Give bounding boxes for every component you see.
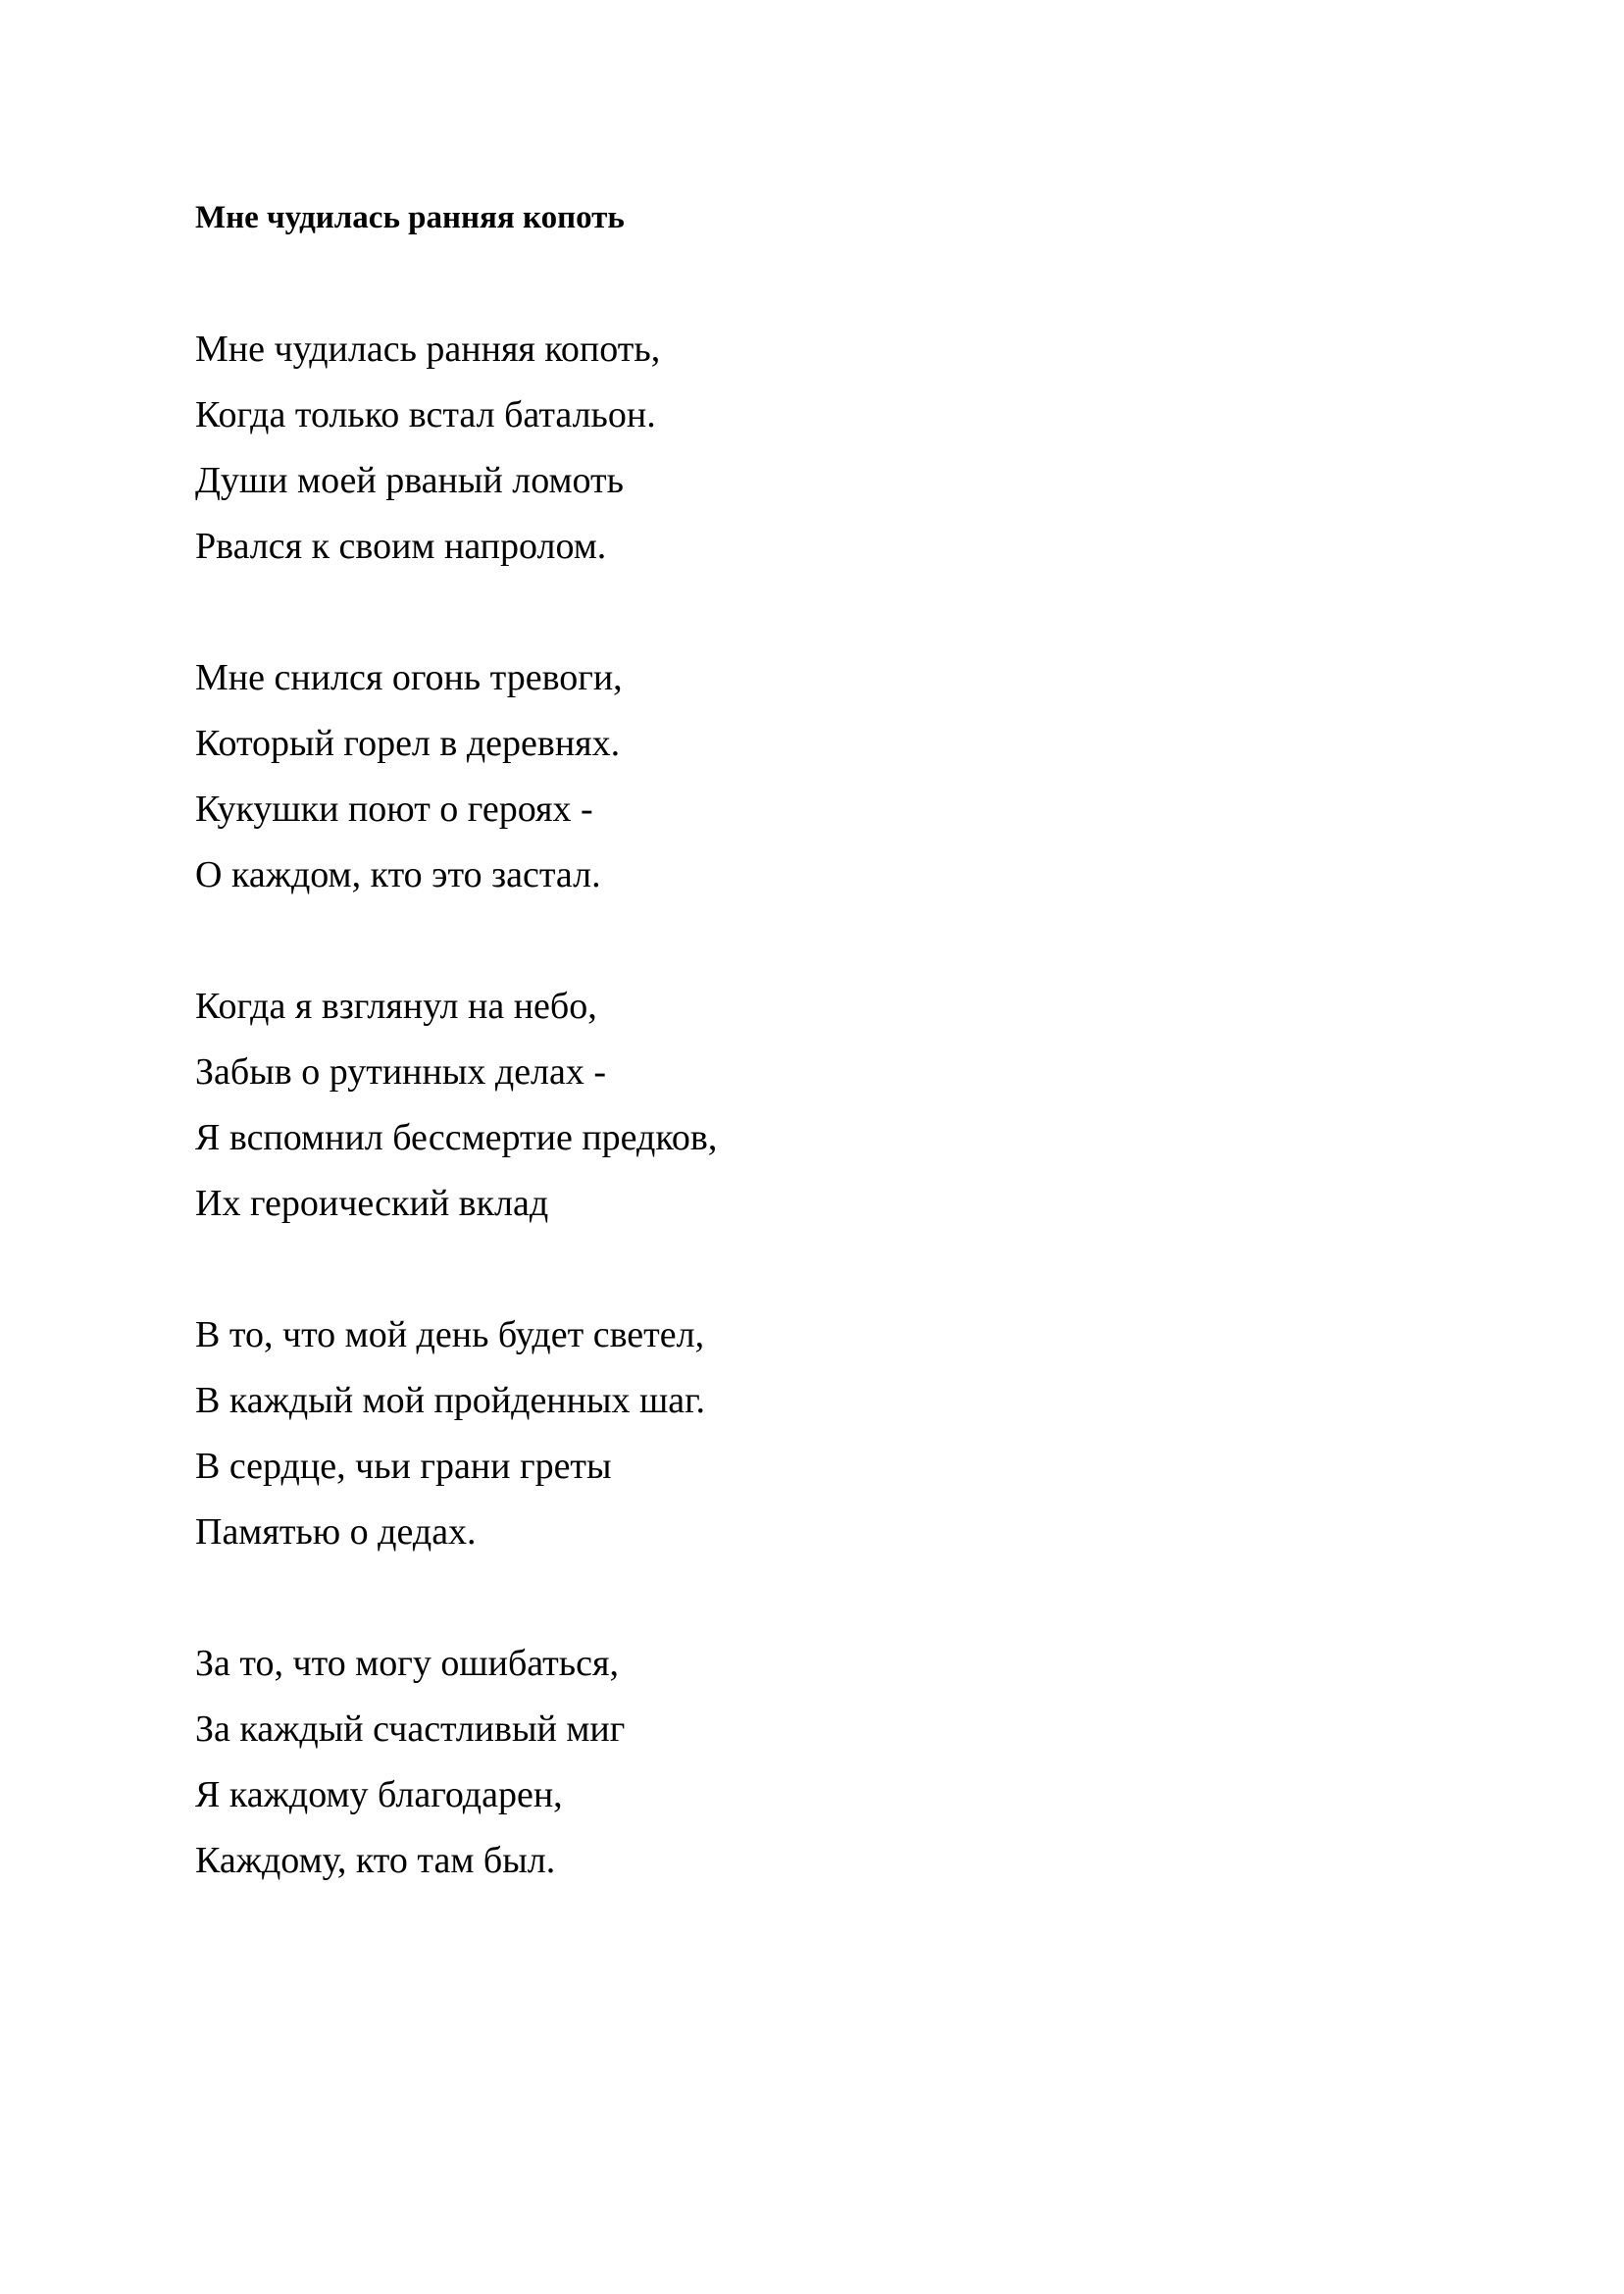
stanza-2 bbox=[195, 645, 1447, 908]
poem-line: Их героический вклад bbox=[195, 1183, 549, 1224]
stanza-5 bbox=[195, 1631, 1447, 1894]
poem-line: Забыв о рутинных делах - bbox=[195, 1051, 607, 1093]
poem-line: Мне чудилась ранняя копоть, bbox=[195, 329, 661, 370]
stanza-3 bbox=[195, 974, 1447, 1237]
poem-line: За каждый счастливый миг bbox=[195, 1708, 626, 1750]
poem-line: В каждый мой пройденных шаг. bbox=[195, 1380, 705, 1421]
poem-line: О каждом, кто это застал. bbox=[195, 854, 601, 895]
stanza-4 bbox=[195, 1302, 1447, 1565]
poem-line: Который горел в деревнях. bbox=[195, 723, 621, 764]
poem-line: Я каждому благодарен, bbox=[195, 1774, 563, 1815]
poem-line: Когда я взглянул на небо, bbox=[195, 986, 597, 1027]
poem-line: В сердце, чьи грани греты bbox=[195, 1446, 612, 1487]
poem-line: Когда только встал батальон. bbox=[195, 394, 656, 435]
poem-line: В то, что мой день будет светел, bbox=[195, 1314, 705, 1355]
poem-line: Каждому, кто там был. bbox=[195, 1840, 556, 1881]
poem-line: Рвался к своим напролом. bbox=[195, 526, 607, 567]
poem-line: Памятью о дедах. bbox=[195, 1511, 477, 1553]
poem-line: Души моей рваный ломоть bbox=[195, 460, 624, 501]
poem-line: Я вспомнил бессмертие предков, bbox=[195, 1117, 718, 1158]
poem-line: Кукушки поют о героях - bbox=[195, 789, 593, 830]
poem-line: За то, что могу ошибаться, bbox=[195, 1643, 619, 1684]
poem-title: Мне чудилась ранняя копоть bbox=[195, 200, 625, 235]
poem bbox=[195, 185, 1447, 1894]
stanza-1 bbox=[195, 317, 1447, 580]
poem-line: Мне снился огонь тревоги, bbox=[195, 657, 623, 698]
